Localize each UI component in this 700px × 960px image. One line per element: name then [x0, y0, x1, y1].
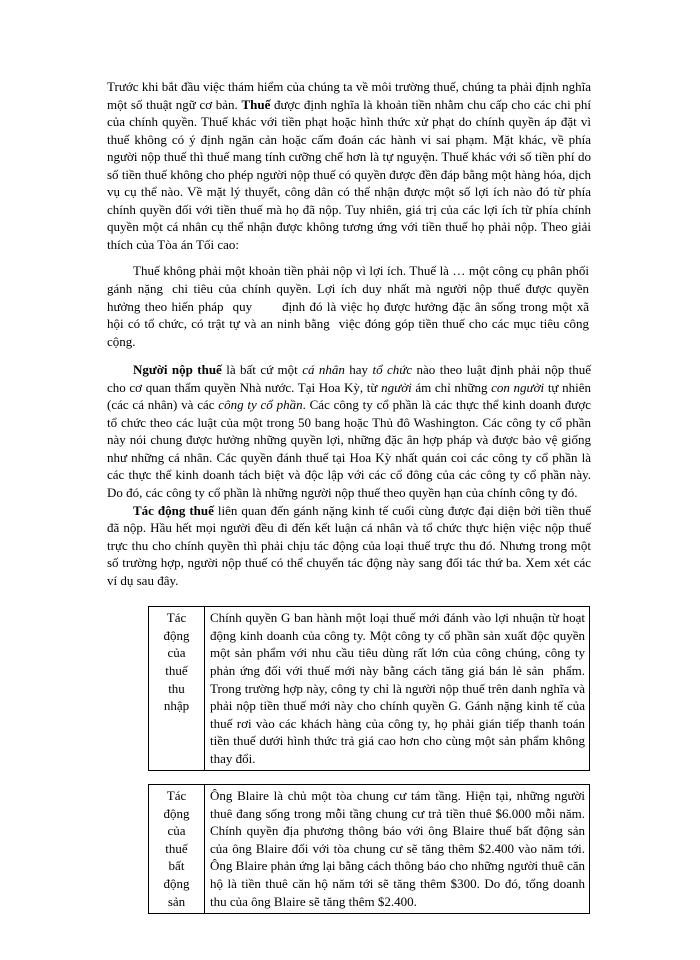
label-line: thuế [165, 840, 188, 856]
label-line: nhập [163, 698, 190, 714]
taxpayer-text-5: tự nhiên (các cá nhân) và các [107, 379, 592, 413]
label-line: Tác [166, 788, 187, 804]
example-body-part1: Ông Blaire là chủ một tòa chung cư tám tầng. Hiện tại, những người thuê đang sống trong mỗi tầng chung cư trả tiền thuê $6.000 mỗi năm. Chính quyền địa phương thông báo với ông Blaire thuế bất động sản của ông Blaire đối với tòa chung cư sẽ tăng thêm $2.400 vào năm tới. Ông Blaire phản ứng lại bằng cách thông báo cho những người thuê căn hộ là tiền thuê căn hộ năm tới sẽ tăng thêm $300. Do đó, tổng doanh thu của ông Blaire sẽ tăng thêm $2.400. [210, 788, 585, 909]
paragraph-taxpayer-definition [107, 361, 591, 501]
quote-segment-2: chi tiêu của chính quyền. Lợi ích duy nhất mà người nộp thuế được quyền hưởng theo hiến pháp [107, 281, 590, 314]
label-line: động [163, 627, 190, 643]
impact-text: liên quan đến gánh nặng kinh tế cuối cùng được đại diện bởi tiền thuế đã nộp. Hầu hết mọi người đều đi đến kết luận cá nhân và tổ chức thực hiện việc nộp thuế trực thu cho chính quyền thì phải chịu tác động của loại thuế trực thu đó. Nhưng trong một số trường hợp, người nộp thuế có thể chuyển tác động này sang đối tác thứ ba. Xem xét các ví dụ sau đây. [107, 502, 591, 588]
intro-bold-term: Thuế [241, 96, 271, 112]
example-label-cell [149, 607, 205, 771]
paragraph-intro [107, 78, 591, 253]
example-body-part1: Chính quyền G ban hành một loại thuế mới đánh vào lợi nhuận từ hoạt động kinh doanh của công ty. Một công ty cổ phần sản xuất độc quyền một sản phẩm với nhu cầu tiêu dùng rất lớn của công chúng, công ty phản ứng đối với thuế mới này bằng cách tăng giá bán lẻ sản [210, 610, 585, 678]
paragraph-supreme-court-quote [107, 262, 591, 350]
intro-text-part1: Trước khi bắt đầu việc thám hiểm của chúng ta về môi trường thuế, chúng ta phải định nghĩa một số thuật ngữ cơ bản. [107, 79, 591, 112]
example-table-property-tax [148, 784, 590, 914]
taxpayer-italic-2: tổ chức [372, 362, 413, 378]
taxpayer-text-3: nào theo luật định phải nộp thuế cho cơ quan thẩm quyền Nhà nước. Tại Hoa Kỳ, từ [107, 362, 591, 395]
label-line: sản [167, 893, 186, 909]
label-line: thuế [165, 662, 188, 678]
taxpayer-text-1: là bất cứ một [221, 362, 303, 378]
label-line: động [163, 875, 190, 891]
taxpayer-italic-1: cá nhân [302, 362, 345, 378]
intro-text-part2: được định nghĩa là khoản tiền nhằm chu cấp cho các chi phí của chính quyền. Thuế khác với tiền phạt hoặc hình thức xử phạt do chính quyền áp đặt vì thuế không có ý định ngăn cản hoặc cấm đoán các hành vi sai phạm. Mặt khác, về phía người nộp thuế thì thuế mang tính cưỡng chế hơn là tự nguyện. Thuế khác với số tiền phí do số tiền thuế không cho phép người nộp thuế có quyền được đền đáp bằng một hàng hóa, dịch vụ cụ thể nào. Về mặt lý thuyết, công dân có thể nhận được một số lợi ích nào đó từ phía chính quyền đối với tiền thuế mà họ đã nộp. Tuy nhiên, giá trị của các lợi ích từ phía chính quyền một cá nhân cụ thể nhận được không tương ứng với tiền thuế họ phải nộp. Theo giải thích của Tòa án Tối cao: [107, 96, 591, 252]
table-row [149, 785, 590, 914]
example-body-part2: phẩm. Trong trường hợp này, công ty chỉ là người nộp thuế trên danh nghĩa và phải nộp tiền thuế mới này cho chính quyền G. Gánh nặng kinh tế của thuế rơi vào các khách hàng của công ty, họ phải gián tiếp thanh toán tiền thuế dưới hình thức trả giá cao hơn cho cùng một sản phẩm không thay đổi. [210, 662, 585, 766]
example-table-income-tax [148, 606, 590, 771]
quote-segment-4: định đó là việc họ được hưởng đặc ân sống trong một xã hội có tổ chức, có trật tự và an ninh bằng [107, 298, 589, 332]
taxpayer-italic-5: công ty cổ phần [218, 397, 303, 413]
label-line: động [163, 805, 190, 821]
taxpayer-text-4: ám chỉ những [411, 379, 492, 395]
taxpayer-bold-term: Người nộp thuế [133, 362, 222, 378]
paragraph-tax-impact [107, 502, 591, 590]
impact-bold-term: Tác động thuế [133, 502, 214, 518]
label-line: bất [168, 858, 185, 874]
label-line: của [167, 823, 186, 839]
taxpayer-italic-4: con người [491, 379, 545, 395]
taxpayer-text-6: . Các công ty cổ phần là các thực thể kinh doanh được tổ chức theo các luật của một trong 50 bang hoặc Thủ đô Washington. Các công ty cổ phần này nói chung được hưởng những quyền lợi, những đặc ân hợp pháp và được bảo vệ giống như những cá nhân. Các quyền đánh thuế tại Hoa Kỳ nhất quán coi các công ty cổ phần là các thực thể kinh doanh tách biệt và độc lập với các cổ đông của các công ty cổ phần này. Do đó, các công ty cổ phần là những người nộp thuế theo quyền hạn của chính công ty đó. [107, 397, 592, 501]
example-label-cell [149, 785, 205, 914]
table-row [149, 607, 590, 771]
quote-segment-1: Thuế không phải một khoản tiền phải nộp vì lợi ích. Thuế là … một công cụ phân phối gánh nặng [107, 263, 589, 297]
example-body-cell [205, 785, 590, 914]
taxpayer-italic-3: người [381, 379, 412, 395]
label-line: của [167, 645, 186, 661]
example-body-cell [205, 607, 590, 771]
quote-segment-3: quy [232, 298, 253, 314]
quote-segment-5: việc đóng góp tiền thuế cho các mục tiêu công cộng. [107, 316, 589, 349]
taxpayer-text-2: hay [344, 362, 373, 378]
label-line: Tác [166, 610, 187, 626]
label-line: thu [168, 680, 185, 696]
